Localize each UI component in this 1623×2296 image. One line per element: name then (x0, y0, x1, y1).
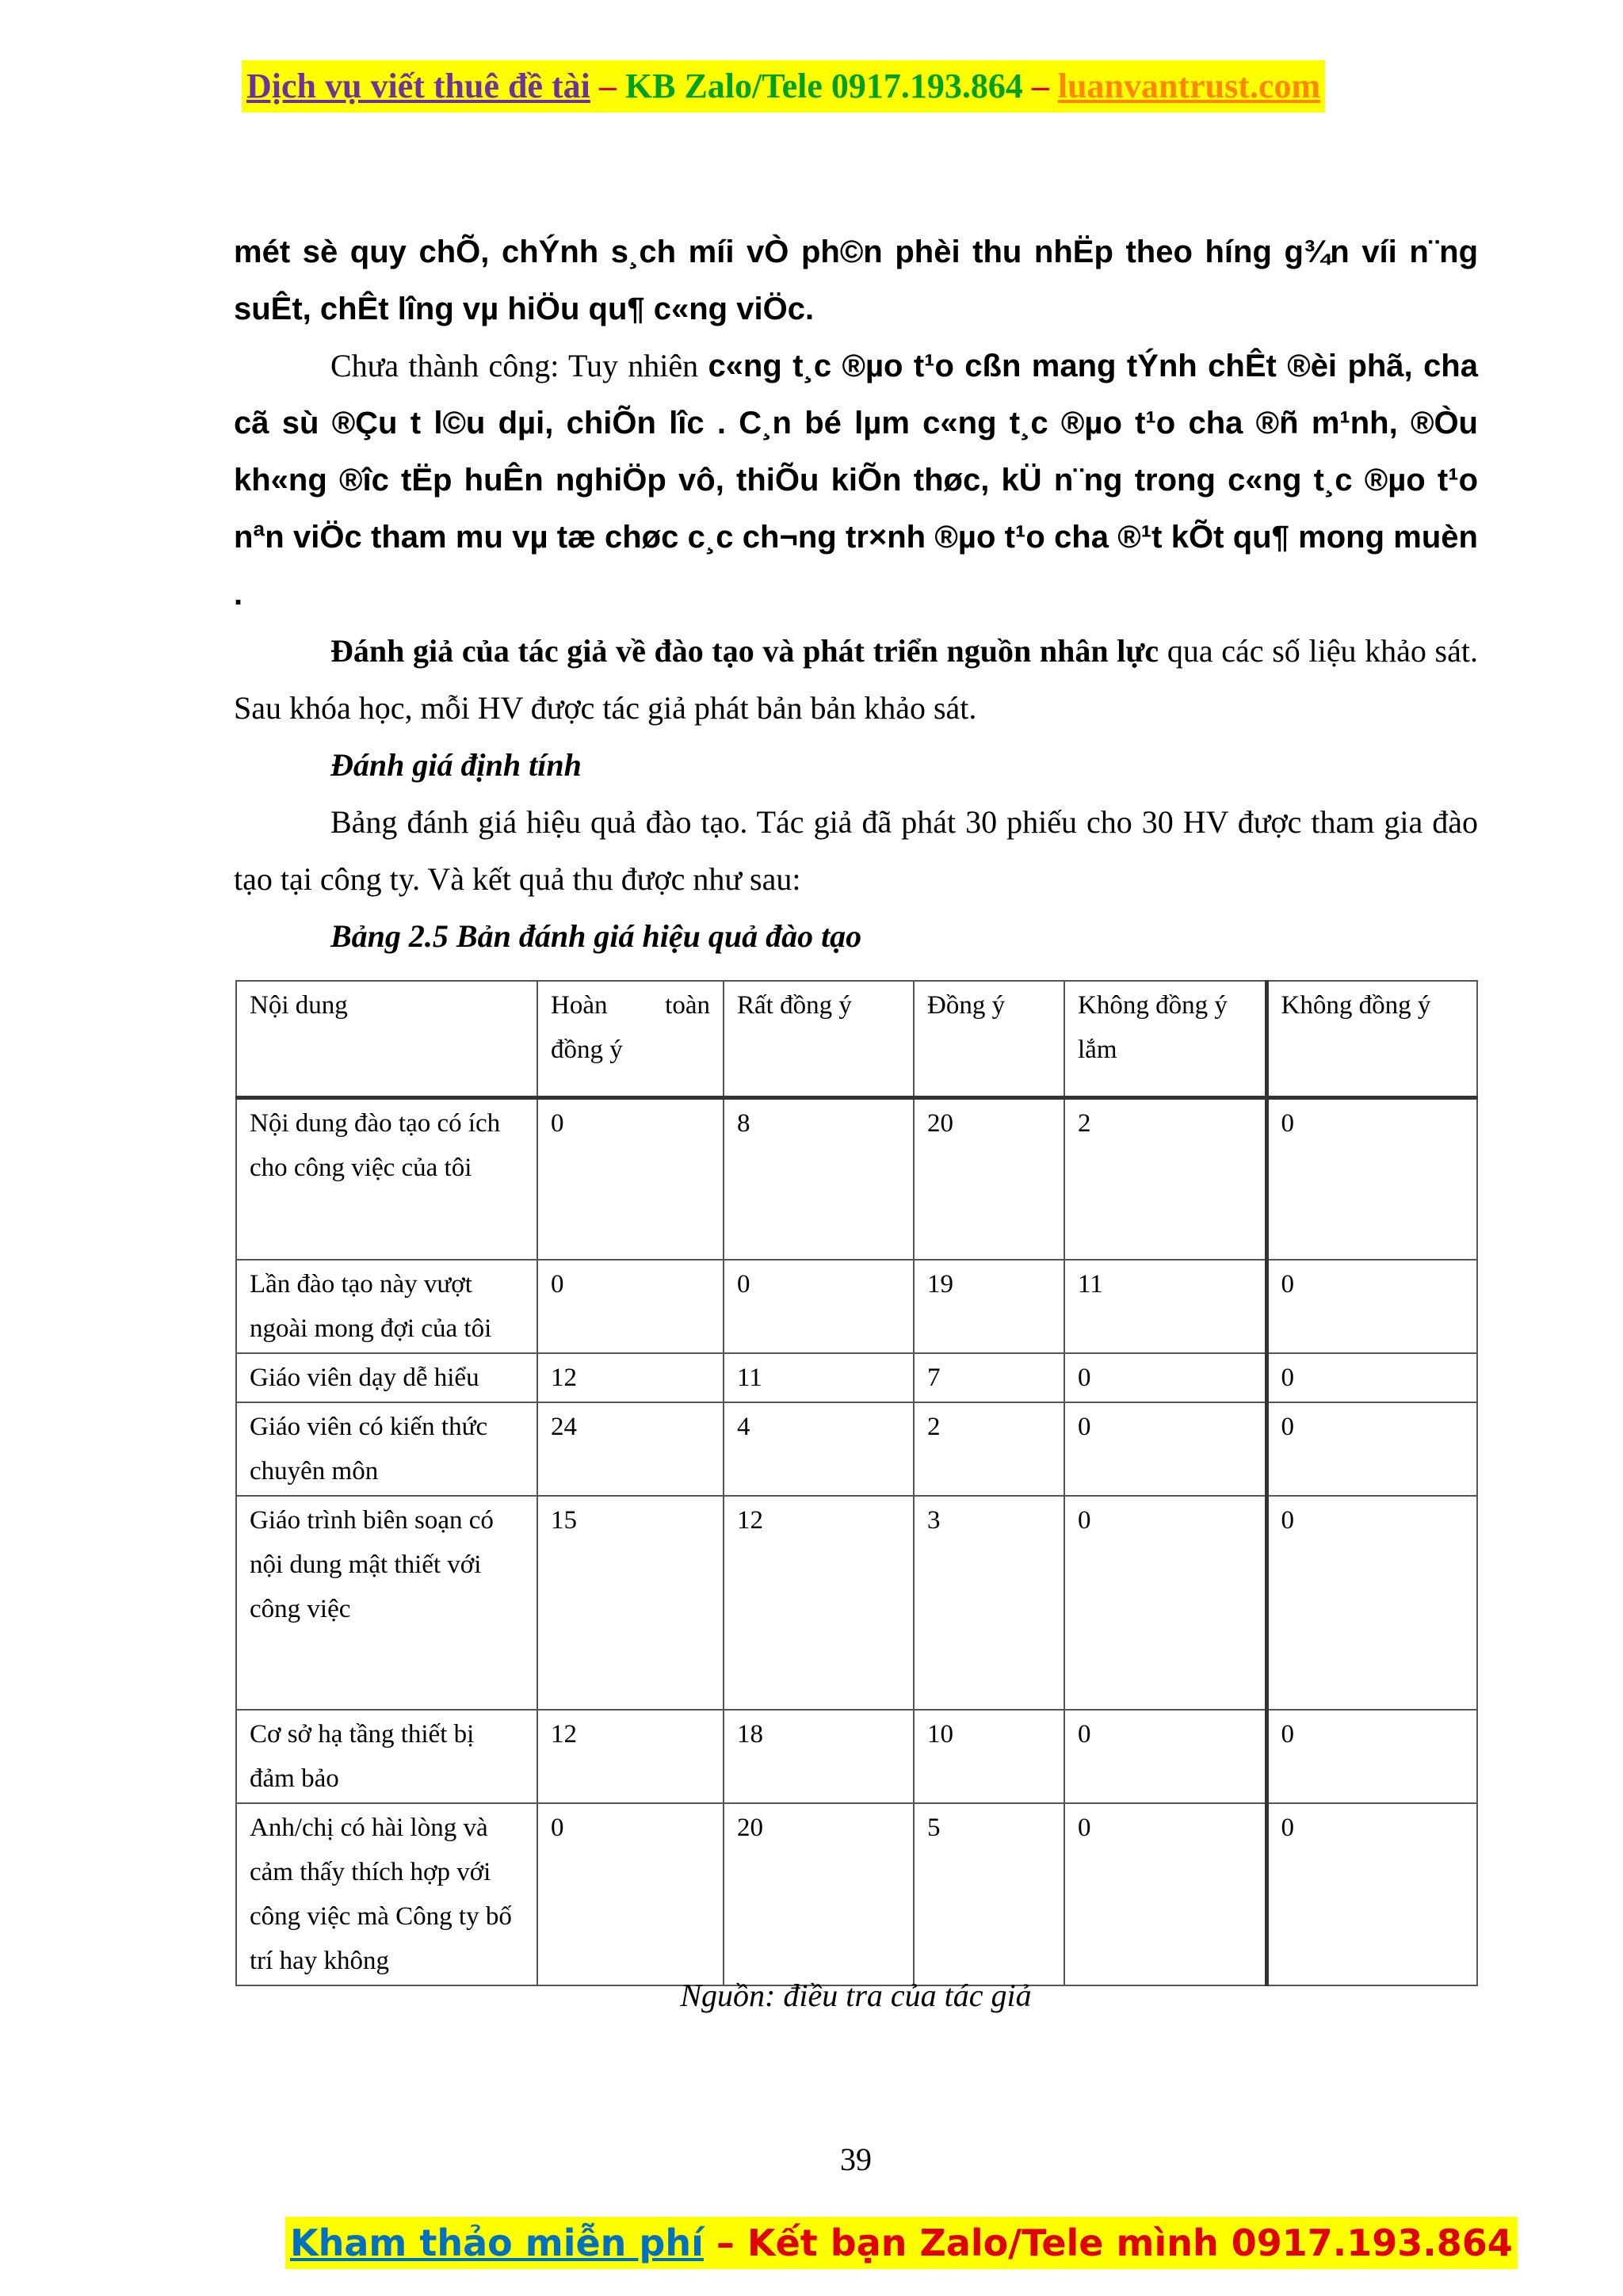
table-row (236, 1710, 1477, 1803)
paragraph-4: Bảng đánh giá hiệu quả đào tạo. Tác giả đã phát 30 phiếu cho 30 HV được tham gia đào tạo tại công ty. Và kết quả thu được như sau: (234, 804, 1478, 897)
cell-value: 7 (914, 1353, 1064, 1402)
cell-value: 0 (1266, 1260, 1477, 1353)
cell-value: 0 (537, 1260, 724, 1353)
footer-sep: – (703, 2222, 747, 2264)
document-body (234, 223, 1478, 965)
cell-value: 0 (1266, 1710, 1477, 1803)
row-label: Cơ sở hạ tầng thiết bị đảm bảo (236, 1710, 537, 1803)
row-label: Giáo trình biên soạn có nội dung mật thiết với công việc (236, 1496, 537, 1710)
cell-value: 0 (1064, 1353, 1266, 1402)
cell-value: 5 (914, 1803, 1064, 1985)
cell-value: 0 (537, 1803, 724, 1985)
header-sep-2: – (1022, 67, 1058, 105)
row-label: Giáo viên có kiến thức chuyên môn (236, 1402, 537, 1496)
row-label: Giáo viên dạy dễ hiểu (236, 1353, 537, 1402)
paragraph-2 (234, 338, 1478, 623)
cell-value: 2 (1064, 1098, 1266, 1260)
header-dong-y: đồng ý (551, 1035, 623, 1064)
header-cell-fully-agree (537, 981, 724, 1098)
footer-contact: Kết bạn Zalo/Tele mình 0917.193.864 (747, 2222, 1513, 2264)
table-row (236, 1402, 1477, 1496)
cell-value: 19 (914, 1260, 1064, 1353)
table-row (236, 1098, 1477, 1260)
table-row (236, 1260, 1477, 1353)
table-row (236, 1496, 1477, 1710)
cell-value: 11 (724, 1353, 914, 1402)
page-number: 39 (840, 2142, 872, 2177)
paragraph-3 (234, 623, 1478, 737)
evaluation-table (235, 980, 1478, 1986)
header-cell-disagree: Không đồng ý (1266, 981, 1477, 1098)
header-cell-agree: Đồng ý (914, 981, 1064, 1098)
cell-value: 20 (914, 1098, 1064, 1260)
cell-value: 0 (1266, 1402, 1477, 1496)
paragraph-2-garbled: c«ng t¸c ®µo t¹o cßn mang tÝnh chÊt ®èi phã, cha cã sù ®Çu t l©u dµi, chiÕn lîc . C¸n bé lµm c«ng t¸c ®µo t¹o cha ®ñ m¹nh, ®Òu kh«ng ®îc tËp huÊn nghiÖp vô, thiÕu kiÕn thøc, kÜ n¨ng trong c«ng t¸c ®µo t¹o nªn viÖc tham mu vµ tæ chøc c¸c ch¬ng tr×nh ®µo t¹o cha ®¹t kÕt qu¶ mong muèn . (234, 349, 1478, 612)
footer-free-reference-link[interactable]: Kham thảo miễn phí (290, 2222, 704, 2264)
table-source: Nguồn: điều tra của tác giả (680, 1978, 1032, 2013)
cell-value: 4 (724, 1402, 914, 1496)
header-website-link[interactable]: luanvantrust.com (1057, 67, 1321, 105)
paragraph-3-rest: qua các số liệu khảo sát. Sau khóa học, mỗi HV được tác giả phát bản bản khảo sát. (234, 633, 1478, 726)
cell-value: 20 (724, 1803, 914, 1985)
cell-value: 10 (914, 1710, 1064, 1803)
paragraph-3-bold: Đánh giả của tác giả về đào tạo và phát triển nguồn nhân lực (330, 633, 1159, 669)
header-cell-content: Nội dung (236, 981, 537, 1098)
cell-value: 11 (1064, 1260, 1266, 1353)
cell-value: 12 (537, 1353, 724, 1402)
cell-value: 0 (1064, 1710, 1266, 1803)
header-hoan: Hoàn (551, 991, 608, 1020)
footer-banner (285, 2217, 1518, 2269)
cell-value: 12 (537, 1710, 724, 1803)
paragraph-2-lead: Chưa thành công: Tuy nhiên (330, 348, 708, 383)
cell-value: 12 (724, 1496, 914, 1710)
header-banner (242, 60, 1325, 113)
header-service-link[interactable]: Dịch vụ viết thuê đề tài (246, 67, 590, 105)
table-row (236, 1803, 1477, 1985)
cell-value: 0 (1266, 1803, 1477, 1985)
cell-value: 0 (1064, 1803, 1266, 1985)
cell-value: 3 (914, 1496, 1064, 1710)
row-label: Lần đào tạo này vượt ngoài mong đợi của tôi (236, 1260, 537, 1353)
cell-value: 24 (537, 1402, 724, 1496)
cell-value: 0 (1266, 1353, 1477, 1402)
cell-value: 0 (1064, 1496, 1266, 1710)
cell-value: 0 (1266, 1098, 1477, 1260)
header-sep-1: – (590, 67, 625, 105)
cell-value: 0 (724, 1260, 914, 1353)
cell-value: 15 (537, 1496, 724, 1710)
paragraph-1: mét sè quy chÕ, chÝnh s¸ch míi vÒ ph©n phèi thu nhËp theo híng g¾n víi n¨ng suÊt, chÊt lîng vµ hiÖu qu¶ c«ng viÖc. (234, 235, 1478, 326)
cell-value: 0 (537, 1098, 724, 1260)
subheading: Đánh giá định tính (330, 747, 582, 783)
row-label: Nội dung đào tạo có ích cho công việc của tôi (236, 1098, 537, 1260)
header-cell-not-quite-agree: Không đồng ý lắm (1064, 981, 1266, 1098)
header-toan: toàn (665, 991, 710, 1020)
cell-value: 18 (724, 1710, 914, 1803)
cell-value: 0 (1266, 1496, 1477, 1710)
table-row (236, 1353, 1477, 1402)
header-cell-strongly-agree: Rất đồng ý (724, 981, 914, 1098)
cell-value: 2 (914, 1402, 1064, 1496)
row-label: Anh/chị có hài lòng và cảm thấy thích hợp với công việc mà Công ty bố trí hay không (236, 1803, 537, 1985)
header-contact: KB Zalo/Tele 0917.193.864 (624, 67, 1023, 105)
cell-value: 8 (724, 1098, 914, 1260)
table-header-row (236, 981, 1477, 1098)
cell-value: 0 (1064, 1402, 1266, 1496)
table-caption: Bảng 2.5 Bản đánh giá hiệu quả đào tạo (330, 918, 862, 954)
